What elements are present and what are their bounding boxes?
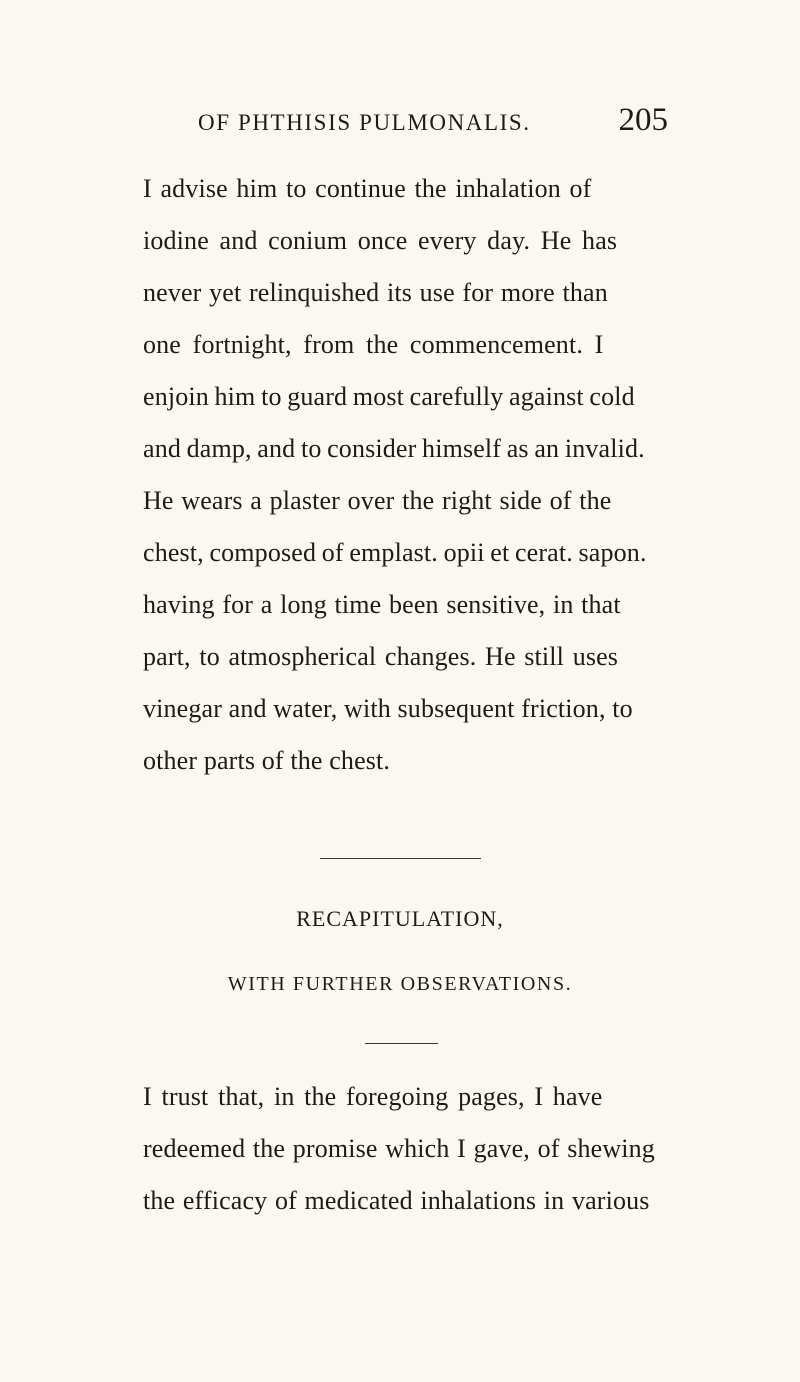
page-number: 205: [618, 102, 668, 138]
section-divider-rule: [320, 858, 481, 859]
text-line: I advise him to continue the inhalation of: [143, 174, 592, 203]
section-subheading: WITH FURTHER OBSERVATIONS.: [227, 973, 573, 995]
text-line: vinegar and water, with subsequent friction, to: [143, 694, 633, 723]
text-line: having for a long time been sensitive, in that: [143, 590, 621, 619]
running-title: OF PHTHISIS PULMONALIS.: [198, 110, 531, 135]
text-line: other parts of the chest.: [143, 746, 391, 775]
text-line: part, to atmospherical changes. He still uses: [143, 642, 619, 671]
text-line: and damp, and to consider himself as an invalid.: [143, 434, 645, 463]
text-line: I trust that, in the foregoing pages, I have: [143, 1082, 603, 1111]
text-line: iodine and conium once every day. He has: [143, 226, 618, 255]
text-line: the efficacy of medicated inhalations in various: [143, 1186, 650, 1215]
text-line: chest, composed of emplast. opii et cerat. sapon.: [143, 538, 647, 567]
text-line: never yet relinquished its use for more than: [143, 278, 608, 307]
section-heading: RECAPITULATION,: [296, 906, 504, 931]
text-line: He wears a plaster over the right side of the: [143, 486, 612, 515]
running-header: [198, 102, 668, 142]
text-line: redeemed the promise which I gave, of shewing: [143, 1134, 655, 1163]
subheading-rule: [365, 1043, 438, 1044]
text-line: one fortnight, from the commencement. I: [143, 330, 604, 359]
text-line: enjoin him to guard most carefully against cold: [143, 382, 635, 411]
